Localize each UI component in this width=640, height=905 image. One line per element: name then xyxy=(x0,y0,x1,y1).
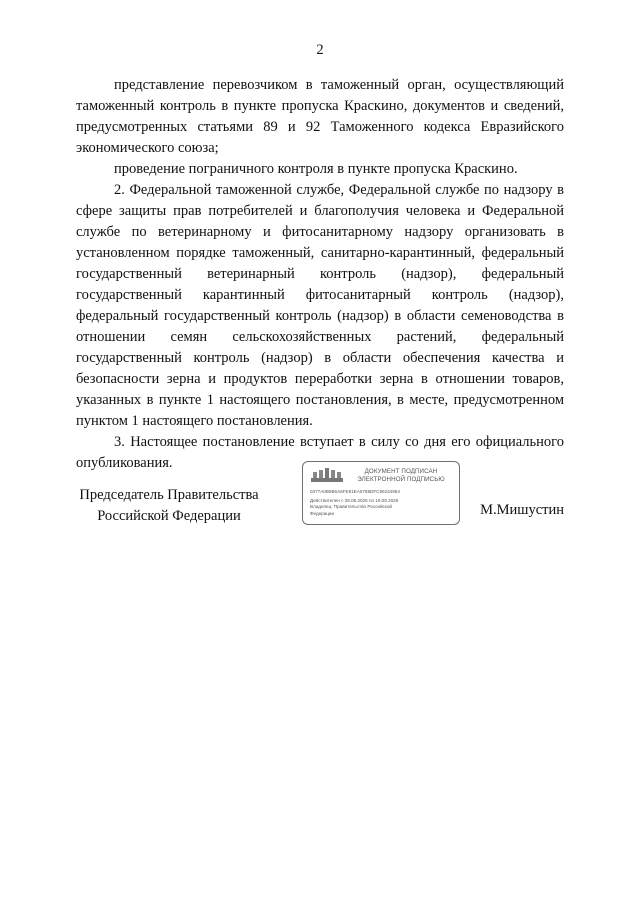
paragraph-customs-documents: представление перевозчиком в таможенный орган, осуществляющий таможенный контроль в пункте пропуска Краскино, документов и сведений, предусмотренных статьями 89 и 92 Таможенного кодекса Евразийского экономического союза; xyxy=(76,77,564,156)
signatory-position-line2: Российской Федерации xyxy=(97,508,241,524)
stamp-owner-line2: Федерации xyxy=(310,510,335,516)
coat-of-arms-icon xyxy=(310,467,344,483)
signatory-position xyxy=(78,485,260,527)
stamp-title-line1: ДОКУМЕНТ ПОДПИСАН xyxy=(364,468,438,475)
stamp-title-line2: ЭЛЕКТРОННОЙ ПОДПИСЬЮ xyxy=(357,475,445,483)
paragraph-item-3: 3. Настоящее постановление вступает в силу со дня его официального опубликования. xyxy=(76,434,564,471)
stamp-details xyxy=(310,489,456,517)
stamp-certificate: 0377A0B9B6A6FE91EA0759DFC59234954 xyxy=(310,489,400,494)
paragraph-border-control: проведение пограничного контроля в пункте пропуска Краскино. xyxy=(114,161,518,177)
page-number: 2 xyxy=(316,42,324,58)
electronic-signature-stamp xyxy=(302,461,460,525)
stamp-title xyxy=(347,468,455,483)
signatory-name: М.Мишустин xyxy=(480,502,564,518)
document-body xyxy=(76,75,564,474)
stamp-owner-line1: Владелец: Правительство Российской xyxy=(310,504,392,510)
signatory-position-line1: Председатель Правительства xyxy=(79,487,259,503)
stamp-validity: Действителен с 28.06.2025 по 19.09.2026 xyxy=(310,498,399,504)
paragraph-item-2: 2. Федеральной таможенной службе, Федеральной службе по надзору в сфере защиты прав потребителей и благополучия человека и Федеральной службе по ветеринарному и фитосанитарному надзору организовать в установленном порядке таможенный, санитарно-карантинный, федеральный государственный ветеринарный контроль (надзор), федеральный государственный карантинный фитосанитарный контроль (надзор), федеральный государственный контроль (надзор) в области семеноводства в отношении семян сельскохозяйственных растений, федеральный государственный контроль (надзор) в области обеспечения качества и безопасности зерна и продуктов переработки зерна в отношении товаров, указанных в пункте 1 настоящего постановления, в месте, предусмотренном пунктом 1 настоящего постановления. xyxy=(76,182,564,429)
